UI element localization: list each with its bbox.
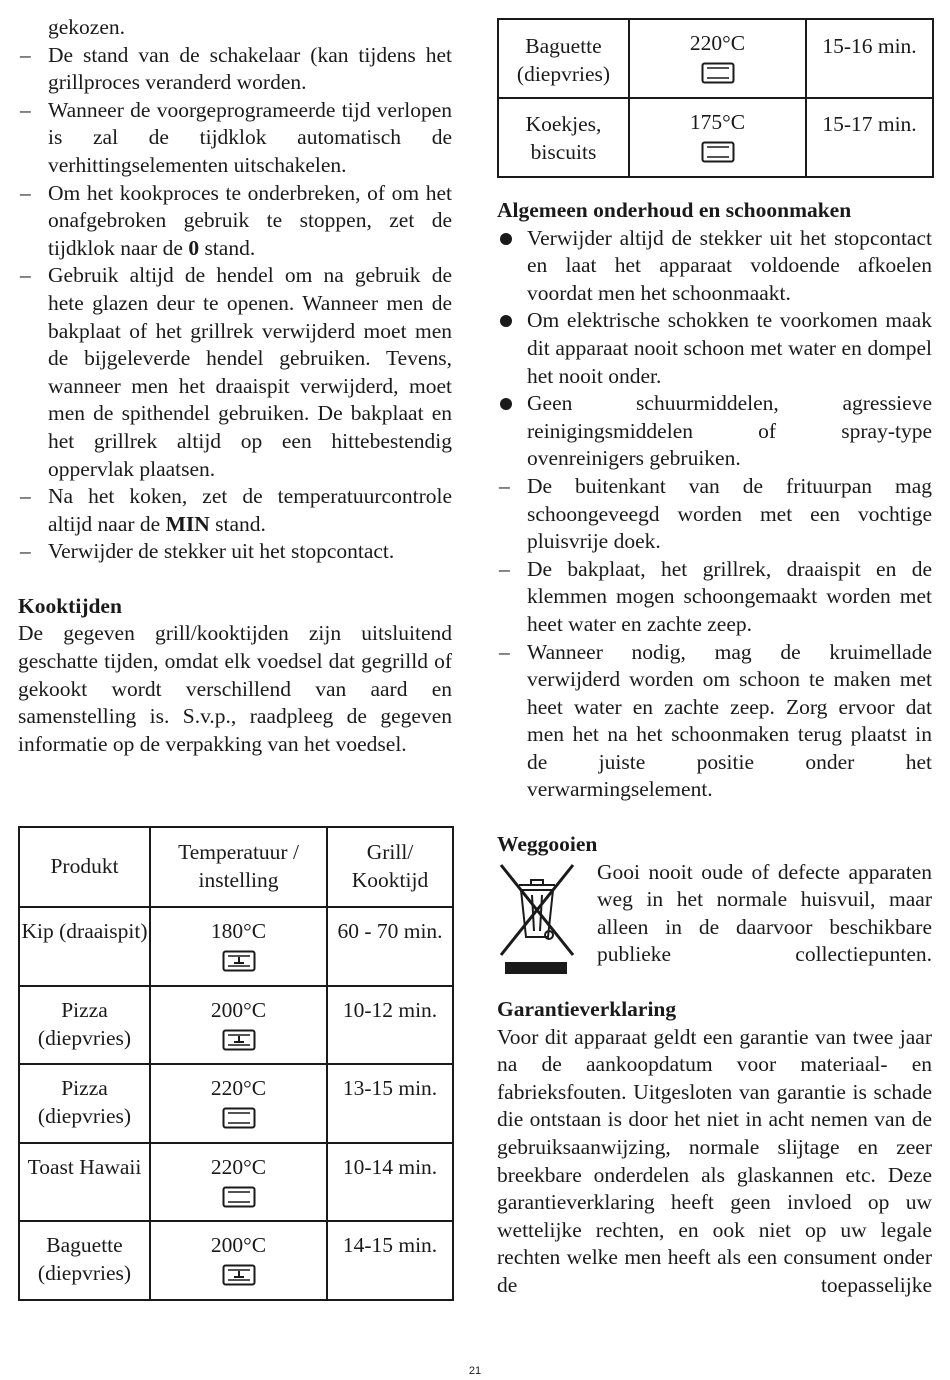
list-item-text: De stand van de schakelaar (kan tijdens het grillproces veranderd worden. (48, 42, 452, 95)
table-row (19, 1064, 453, 1143)
list-item (497, 473, 932, 556)
list-item-text: stand. (199, 235, 256, 260)
list-item-text: Verwijder de stekker uit het stopcontact. (48, 539, 395, 564)
temperature-value: 220°C (210, 1076, 267, 1100)
disposal-block (497, 859, 932, 969)
header-time: Grill/ Kooktijd (327, 827, 453, 907)
list-item (18, 538, 452, 566)
time-cell: 10-12 min. (327, 986, 453, 1064)
oven-heat-icon (701, 62, 735, 84)
header-product: Produkt (19, 827, 150, 907)
bullet-text: Om elektrische schokken te voorkomen maak dit apparaat nooit schoon met water en dompel het nooit onder. (527, 308, 932, 388)
product-cell: Baguette (diepvries) (498, 19, 629, 98)
header-temperature: Temperatuur / instelling (150, 827, 327, 907)
temperature-cell (150, 1064, 327, 1143)
list-item (497, 556, 932, 639)
disposal-heading: Weggooien (497, 832, 598, 857)
product-cell: Pizza (diepvries) (19, 986, 150, 1064)
time-cell: 13-15 min. (327, 1064, 453, 1143)
bullet-marker (500, 233, 512, 245)
list-item (18, 42, 452, 97)
bold-value: 0 (188, 235, 200, 260)
time-cell: 15-16 min. (806, 19, 933, 98)
bullet-marker (500, 398, 512, 410)
warranty-heading: Garantieverklaring (497, 997, 677, 1022)
list-item (18, 483, 452, 538)
temperature-value: 220°C (689, 31, 746, 55)
product-cell: Kip (draaispit) (19, 907, 150, 986)
table-row (498, 19, 933, 98)
time-cell: 15-17 min. (806, 98, 933, 177)
list-item-text: Wanneer de voorgeprogrameerde tijd verlopen is zal de tijdklok automatisch de verhittingselementen uitschakelen. (48, 97, 452, 177)
table-header-row (19, 827, 453, 907)
oven-heat-icon (222, 1186, 256, 1208)
maintenance-heading: Algemeen onderhoud en schoonmaken (497, 198, 852, 222)
time-cell: 60 - 70 min. (327, 907, 453, 986)
temperature-value: 220°C (210, 1155, 267, 1179)
warranty-text: Voor dit apparaat geldt een garantie van twee jaar na de aankoopdatum voor materiaal- en fabrieksfouten. Uitgesloten van garantie is schade die ontstaan is door het niet in acht nemen van de gebruiksaanwijzing, normale slijtage en zeer breekbare onderdelen als glaskannen etc. Deze garantieverklaring heeft geen invloed op uw wettelijke rechten, en ook niet op uw legale rechten welke men heeft als een consument onder de toepasselijke (497, 1024, 932, 1297)
list-item-text: De bakplaat, het grillrek, draaispit en de klemmen mogen schoongemaakt worden met heet water en zachte zeep. (527, 556, 932, 636)
kooktijden-heading: Kooktijden (18, 593, 122, 618)
right-column (497, 197, 932, 1300)
time-cell: 10-14 min. (327, 1143, 453, 1221)
list-item-text: De buitenkant van de frituurpan mag schoongeveegd worden met een vochtige pluisvrije doek. (527, 473, 932, 554)
temperature-cell (150, 1143, 327, 1221)
dash-marker: – (20, 263, 31, 288)
list-item (18, 97, 452, 180)
list-item-text: Na het koken, zet de temperatuurcontrole altijd naar de (48, 484, 452, 536)
product-cell: Baguette (diepvries) (19, 1221, 150, 1300)
dash-marker: – (499, 473, 510, 498)
bullet-item (497, 307, 932, 390)
temperature-cell (629, 19, 806, 98)
bullet-marker (500, 315, 512, 327)
list-item-text: Om het kookproces te onderbreken, of om het onafgebroken gebruik te stoppen, zet de tijdklok naar de (48, 180, 452, 260)
list-item-text: Wanneer nodig, mag de kruimellade verwijderd worden om schoon te maken met heet water en zachte zeep. Zorg ervoor dat men het na het schoonmaken terug plaatst in de juiste positie onder het verwarmingselement. (527, 639, 932, 802)
table-row (19, 986, 453, 1064)
kooktijden-body: De gegeven grill/kooktijden zijn uitsluitend geschatte tijden, omdat elk voedsel dat gegrilld of gekookt wordt verschillend van aard en samenstelling is. S.v.p., raadpleeg de gegeven informatie op de verpakking van het voedsel. (18, 621, 452, 756)
table-row (19, 1143, 453, 1221)
dash-marker: – (20, 180, 31, 205)
temperature-cell (150, 907, 327, 986)
cooking-times-table-continued (497, 18, 934, 178)
temperature-value: 200°C (210, 1233, 267, 1257)
temperature-value: 180°C (210, 919, 267, 943)
disposal-text: Gooi nooit oude of defecte apparaten weg in het normale huisvuil, maar alleen in de daarvoor beschikbare publieke collectiepunten. (597, 859, 932, 967)
dash-marker: – (20, 42, 31, 67)
oven-heat-icon (701, 141, 735, 163)
temperature-value: 175°C (689, 110, 746, 134)
temperature-cell (150, 986, 327, 1064)
list-item (497, 639, 932, 805)
table-row (498, 98, 933, 177)
continuation-text: gekozen. (48, 15, 126, 39)
bullet-item (497, 225, 932, 308)
page-number: 21 (468, 1365, 482, 1377)
table-row (19, 907, 453, 986)
product-cell: Koekjes, biscuits (498, 98, 629, 177)
weee-crossed-bin-icon (497, 859, 577, 977)
bullet-text: Geen schuurmiddelen, agressieve reinigingsmiddelen of spray-type ovenreinigers gebruiken. (527, 391, 932, 471)
dash-marker: – (499, 639, 510, 664)
list-item (18, 180, 452, 263)
dash-marker: – (20, 484, 31, 509)
product-cell: Toast Hawaii (19, 1143, 150, 1221)
rotisserie-icon (222, 1264, 256, 1286)
oven-heat-icon (222, 1107, 256, 1129)
list-item (18, 262, 452, 483)
cooking-times-table (18, 826, 454, 1301)
list-item-text: stand. (209, 511, 266, 536)
temperature-cell (629, 98, 806, 177)
time-cell: 14-15 min. (327, 1221, 453, 1300)
dash-marker: – (499, 556, 510, 581)
bold-value: MIN (165, 511, 210, 536)
dash-marker: – (20, 539, 31, 564)
rotisserie-icon (222, 1029, 256, 1051)
product-cell: Pizza (diepvries) (19, 1064, 150, 1143)
bullet-text: Verwijder altijd de stekker uit het stopcontact en laat het apparaat voldoende afkoelen voordat men het schoonmaakt. (527, 225, 932, 305)
dash-marker: – (20, 97, 31, 122)
left-column (18, 14, 452, 758)
temperature-value: 200°C (210, 998, 267, 1022)
rotisserie-icon (222, 950, 256, 972)
table-row (19, 1221, 453, 1300)
bullet-item (497, 390, 932, 473)
list-item-text: Gebruik altijd de hendel om na gebruik de hete glazen deur te openen. Wanneer men de bakplaat of het grillrek verwijderd moet men de bijgeleverde hendel gebruiken. Tevens, wanneer men het draaispit verwijderd, moet men de spithendel gebruiken. De bakplaat en het grillrek altijd op een hittebestendig oppervlak plaatsen. (48, 263, 452, 481)
temperature-cell (150, 1221, 327, 1300)
